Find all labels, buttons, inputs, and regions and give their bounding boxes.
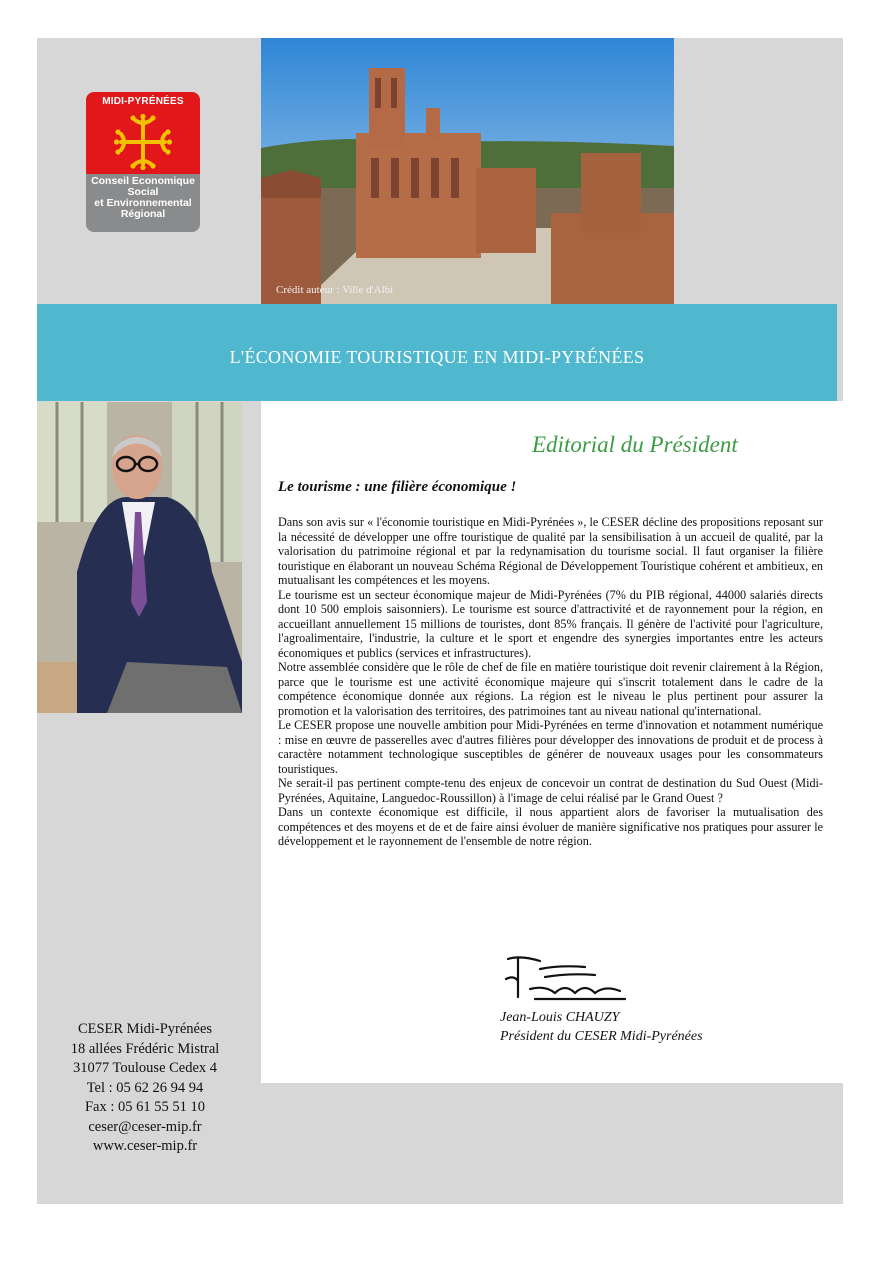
occitan-cross-icon	[113, 114, 173, 170]
logo-grey-block	[86, 174, 200, 232]
page-title: L'ÉCONOMIE TOURISTIQUE EN MIDI-PYRÉNÉES	[229, 347, 645, 367]
editorial-body	[278, 515, 823, 849]
signatory-role: Président du CESER Midi-Pyrénées	[500, 1029, 703, 1044]
logo-line: Social	[127, 186, 159, 198]
paragraph: Dans son avis sur « l'économie touristique en Midi-Pyrénées », le CESER décline des propositions reposant sur la nécessité de développer une offre touristique de qualité par la sensibilisation à un accueil de qualité, par la valorisation du patrimoine régional et par la redynamisation du tourisme social. Il faut organiser la filière touristique en élaborant un nouveau Schéma Régional de Développement Touristique cohérent et ambitieux, en mutualisant les compétences et les moyens.	[278, 515, 823, 587]
editorial-subtitle: Le tourisme : une filière économique !	[278, 479, 517, 495]
website-link[interactable]: www.ceser-mip.fr	[92, 1138, 198, 1154]
logo-red-block	[86, 92, 200, 174]
paragraph: Dans un contexte économique est difficile, il nous appartient alors de favoriser la mutualisation des compétences et des moyens et de et de faire ainsi évoluer de manière significative nos pratiques pour assurer le développement et le rayonnement de l'ensemble de notre région.	[278, 805, 823, 848]
handwritten-signature	[500, 955, 630, 1005]
paragraph: Notre assemblée considère que le rôle de chef de file en matière touristique doit revenir clairement à la Région, parce que le tourisme est une activité économique majeure qui s'inscrit totalement dans le cadre de la compétence économique donnée aux régions. La région est le niveau le plus pertinent pour assurer la promotion et la valorisation des territoires, des patrimoines tant au niveau national qu'international.	[278, 660, 823, 718]
editorial-heading: Editorial du Président	[532, 432, 738, 457]
address-line: CESER Midi-Pyrénées	[77, 1021, 213, 1037]
address-line: 31077 Toulouse Cedex 4	[72, 1060, 218, 1076]
ceser-logo	[86, 92, 200, 232]
cathedral-photo	[261, 38, 674, 304]
logo-region-text: MIDI-PYRÉNÉES	[102, 96, 184, 107]
phone: Tel : 05 62 26 94 94	[86, 1079, 204, 1096]
signatory-name: Jean-Louis CHAUZY	[500, 1010, 620, 1025]
paragraph: Le CESER propose une nouvelle ambition pour Midi-Pyrénées en terme d'innovation et notamment numérique : mise en œuvre de passerelles avec d'autres filières pour développer des innovations de produit et de process à caractère notamment technologique susceptibles de générer de nouveaux usages pour les consommateurs touristiques.	[278, 718, 823, 776]
fax: Fax : 05 61 55 51 10	[84, 1099, 206, 1115]
albi-cathedral-illustration	[261, 38, 674, 304]
title-banner	[37, 304, 837, 401]
president-portrait	[37, 402, 242, 713]
contact-address	[40, 1020, 250, 1157]
logo-line: Régional	[120, 208, 166, 220]
paragraph: Ne serait-il pas pertinent compte-tenu des enjeux de concevoir un contrat de destination du Sud Ouest (Midi-Pyrénées, Aquitaine, Languedoc-Roussillon) à l'image de celui réalisé par le Grand Ouest ?	[278, 776, 823, 805]
logo-line: et Environnemental	[94, 197, 192, 209]
logo-line: Conseil Economique	[91, 175, 195, 187]
email-link[interactable]: ceser@ceser-mip.fr	[88, 1118, 202, 1135]
paragraph: Le tourisme est un secteur économique majeur de Midi-Pyrénées (7% du PIB régional, 44000 salariés directs dont 10 500 emplois saisonniers). Le tourisme est source d'attractivité et de rayonnement pour la région, en accueillant annuellement 15 millions de touristes, dont 85% français. Il génère de l'activité pour l'agriculture, l'agroalimentaire, l'industrie, la culture et le sport et engendre des synergies importantes entre les acteurs économiques et publics (services et infrastructures).	[278, 587, 823, 660]
portrait-illustration	[37, 402, 242, 713]
address-line: 18 allées Frédéric Mistral	[70, 1040, 220, 1057]
photo-credit: Crédit auteur : Ville d'Albi	[276, 284, 394, 296]
signatory	[500, 1008, 703, 1046]
